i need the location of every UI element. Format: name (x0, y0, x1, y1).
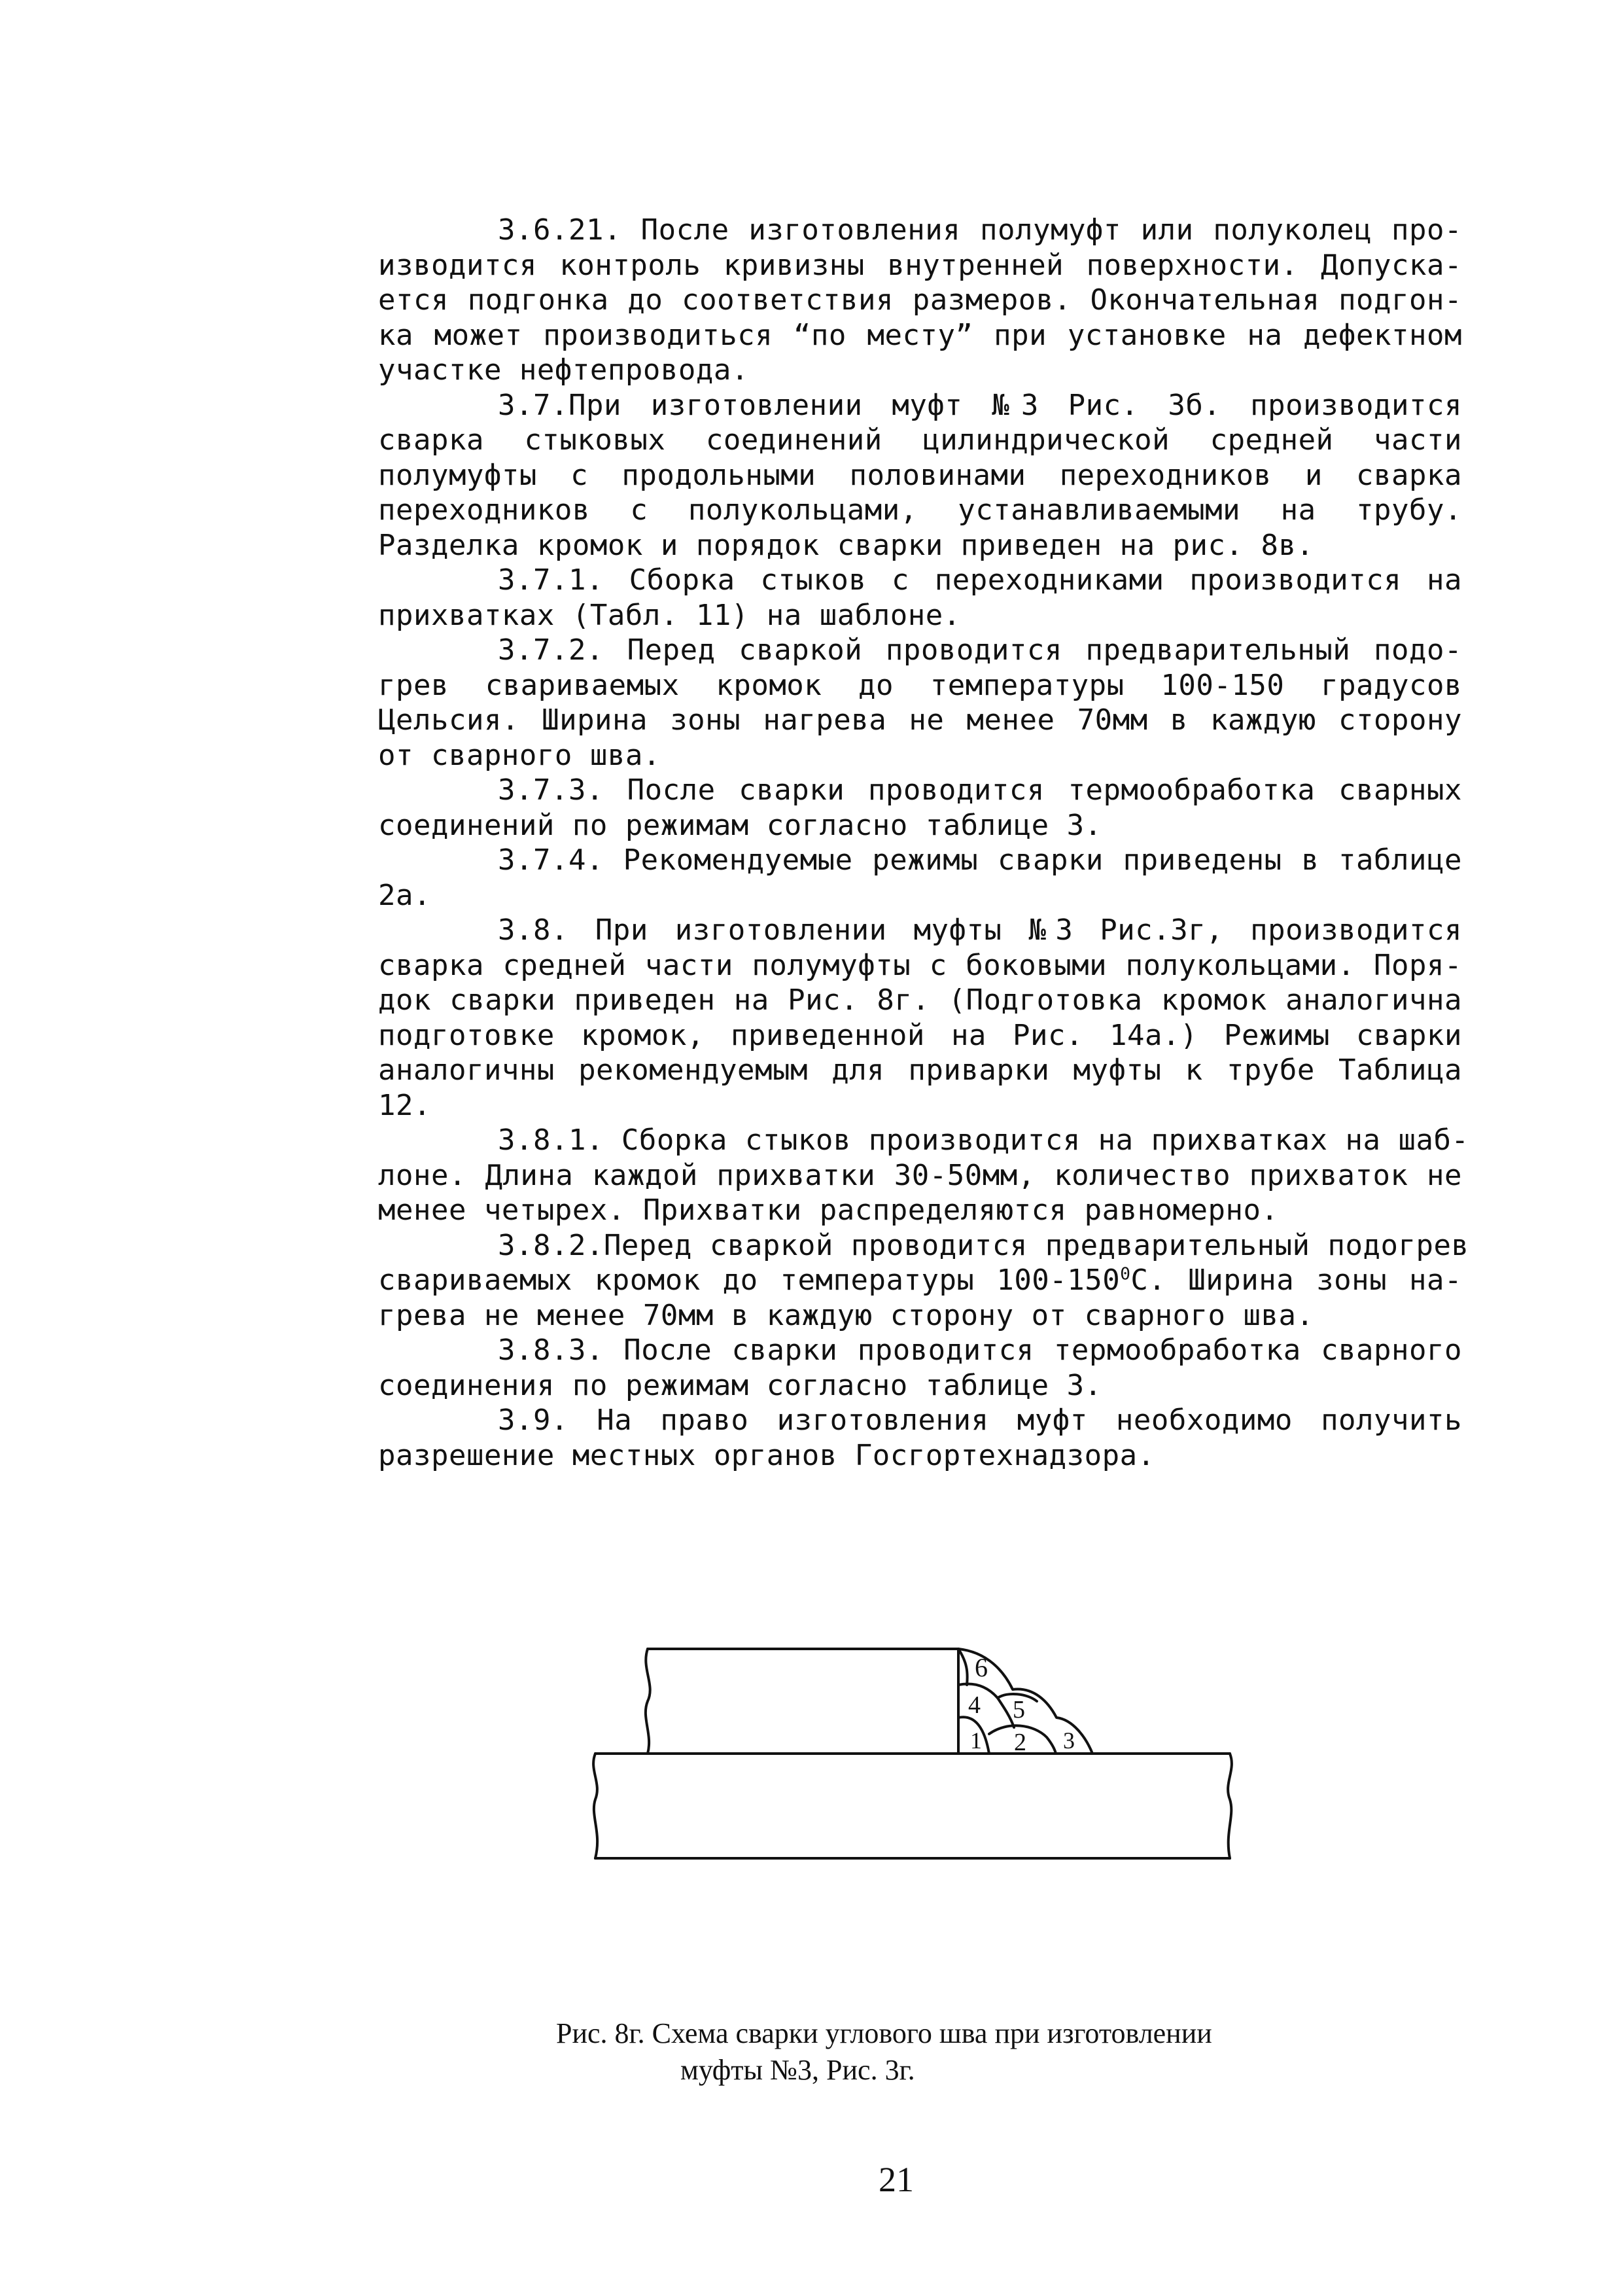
bead-label-4: 4 (968, 1691, 981, 1719)
text-line: Цельсия. Ширина зоны нагрева не менее 70мм в каждую сторону (378, 703, 1462, 737)
text-line: 12. (378, 1088, 431, 1122)
text-line: разрешение местных органов Госгортехнадзора. (378, 1438, 1155, 1472)
text-line: ется подгонка до соответствия размеров. Окончательная подгон- (378, 283, 1462, 317)
weld-scheme-drawing (576, 1636, 1269, 1891)
text-line: сварка стыковых соединений цилиндрической средней части (378, 423, 1462, 457)
caption-line-2: муфты №3, Рис. 3г. (680, 2054, 915, 2086)
text-line: 3.8.2.Перед сваркой проводится предварительный подогрев (498, 1228, 1469, 1262)
text-line-with-degree (258, 1263, 1462, 1298)
text-line: соединений по режимам согласно таблице 3. (378, 808, 1102, 842)
text-line: менее четырех. Прихватки распределяются равномерно. (378, 1193, 1279, 1227)
paragraph-3-8-3 (258, 1333, 1462, 1403)
text-line: изводится контроль кривизны внутренней поверхности. Допуска- (378, 248, 1462, 282)
bead-label-2: 2 (1014, 1729, 1026, 1756)
weld-bead-divider-5 (958, 1649, 968, 1685)
text-line: 3.7.2. Перед сваркой проводится предварительный подо- (498, 633, 1462, 667)
paragraph-3-8-2 (258, 1228, 1469, 1333)
text-line: соединения по режимам согласно таблице 3. (378, 1368, 1102, 1402)
page-number: 21 (879, 2160, 914, 2199)
paragraph-3-6-21 (258, 213, 1462, 388)
paragraph-3-7-4 (258, 843, 1462, 913)
caption-line-1: Рис. 8г. Схема сварки углового шва при изготовлении (556, 2017, 1212, 2049)
degree-superscript: 0 (1120, 1264, 1131, 1284)
paragraph-3-7-2 (258, 633, 1462, 773)
text-line: 3.8.1. Сборка стыков производится на прихватках на шаб- (498, 1123, 1469, 1157)
text-line: сварка средней части полумуфты с боковыми полукольцами. Поря- (378, 948, 1462, 982)
text-line: 2а. (378, 878, 431, 912)
figure-caption (556, 2015, 1341, 2089)
text-line: 3.7.1. Сборка стыков с переходниками производится на (498, 563, 1462, 597)
paragraph-3-7 (258, 388, 1462, 563)
text-line: подготовке кромок, приведенной на Рис. 14а.) Режимы сварки (378, 1018, 1462, 1052)
paragraph-3-9 (258, 1403, 1462, 1473)
text-line: переходников с полукольцами, устанавливаемыми на трубу. (378, 493, 1462, 527)
text-line: аналогичны рекомендуемым для приварки муфты к трубе Таблица (378, 1053, 1462, 1087)
pipe-right-break (1228, 1754, 1232, 1858)
text-line: 3.6.21. После изготовления полумуфт или полуколец про- (498, 213, 1462, 247)
text-line: грева не менее 70мм в каждую сторону от сварного шва. (378, 1298, 1314, 1332)
text-line: 3.8.3. После сварки проводится термообработка сварного (498, 1333, 1462, 1367)
text-line: 3.7.При изготовлении муфт №3 Рис. 3б. производится (498, 388, 1462, 422)
text-line: ка может производиться “по месту” при установке на дефектном (378, 318, 1462, 352)
text-line: 3.7.3. После сварки проводится термообработка сварных (498, 773, 1462, 807)
paragraph-3-7-1 (258, 563, 1462, 633)
text-line: грев свариваемых кромок до температуры 100-150 градусов (378, 668, 1462, 702)
text-line: 3.9. На право изготовления муфт необходимо получить (498, 1404, 1462, 1437)
text-line: док сварки приведен на Рис. 8г. (Подготовка кромок аналогична (378, 983, 1462, 1017)
bead-label-6: 6 (975, 1653, 988, 1682)
weld-bead-divider-4 (998, 1698, 1014, 1727)
bead-label-5: 5 (1013, 1696, 1025, 1723)
pipe-left-break (593, 1754, 597, 1858)
body-text (258, 213, 1469, 1473)
text-segment: С. Ширина зоны на- (1130, 1263, 1462, 1297)
text-line: участке нефтепровода. (378, 353, 749, 387)
bead-label-3: 3 (1063, 1727, 1075, 1754)
text-line: прихватках (Табл. 11) на шаблоне. (378, 598, 961, 632)
text-line: полумуфты с продольными половинами переходников и сварка (378, 458, 1462, 492)
weld-scheme-figure (576, 1636, 1269, 1891)
text-line: 3.7.4. Рекомендуемые режимы сварки приведены в таблице (498, 843, 1462, 877)
paragraph-3-7-3 (258, 773, 1462, 843)
text-line: лоне. Длина каждой прихватки 30-50мм, количество прихваток не (378, 1158, 1462, 1192)
text-line: 3.8. При изготовлении муфты №3 Рис.3г, производится (498, 913, 1462, 947)
text-segment: свариваемых кромок до температуры 100-150 (378, 1263, 1121, 1297)
text-line: Разделка кромок и порядок сварки приведен на рис. 8в. (378, 528, 1314, 562)
coupling-left-break (646, 1649, 650, 1754)
bead-label-1: 1 (970, 1727, 982, 1754)
paragraph-3-8 (258, 913, 1462, 1123)
paragraph-3-8-1 (258, 1123, 1469, 1228)
text-line: от сварного шва. (378, 738, 661, 772)
